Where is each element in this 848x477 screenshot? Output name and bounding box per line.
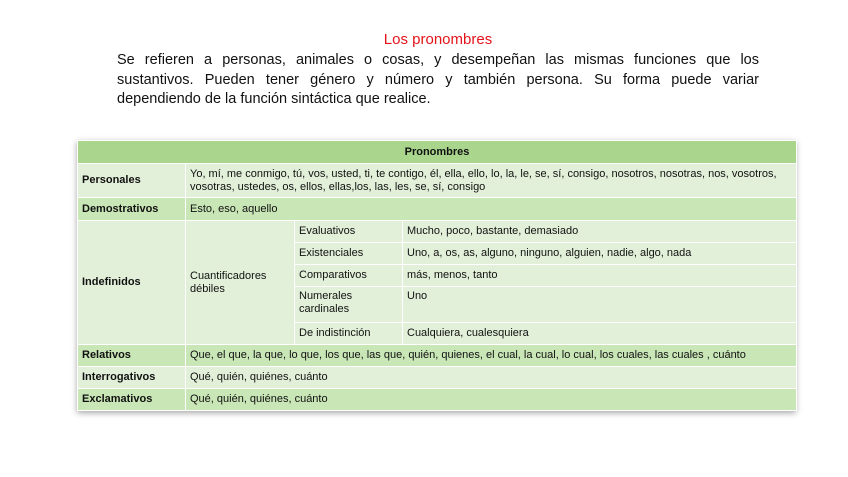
intro-paragraph: Se refieren a personas, animales o cosas, y desempeñan las mismas funciones que los sustantivos. Pueden tener género y número y también persona. Su forma puede variar dependiendo de la función sintáctica que realice. xyxy=(117,52,759,107)
indefinidos-value: Uno, a, os, as, alguno, ninguno, alguien, nadie, algo, nada xyxy=(403,243,797,265)
indefinidos-value: más, menos, tanto xyxy=(403,265,797,287)
row-value-exclamativos: Qué, quién, quiénes, cuánto xyxy=(186,389,797,411)
row-label-indefinidos: Indefinidos xyxy=(78,221,186,345)
row-label-demostrativos: Demostrativos xyxy=(78,198,186,221)
indefinidos-type: Evaluativos xyxy=(295,221,403,243)
indefinidos-value: Mucho, poco, bastante, demasiado xyxy=(403,221,797,243)
indefinidos-value: Cualquiera, cualesquiera xyxy=(403,323,797,345)
pronouns-table xyxy=(77,140,796,411)
row-label-interrogativos: Interrogativos xyxy=(78,367,186,389)
row-value-personales: Yo, mí, me conmigo, tú, vos, usted, ti, te contigo, él, ella, ello, lo, la, le, se, sí, consigo, nosotros, nosotras, nos, vosotros, vosotras, ustedes, os, ellos, ellas,los, las, les, se, sí, consigo xyxy=(186,164,797,198)
row-label-exclamativos: Exclamativos xyxy=(78,389,186,411)
row-label-personales: Personales xyxy=(78,164,186,198)
table-header: Pronombres xyxy=(78,141,797,164)
row-value-interrogativos: Qué, quién, quiénes, cuánto xyxy=(186,367,797,389)
indefinidos-value: Uno xyxy=(403,287,797,323)
row-value-demostrativos: Esto, eso, aquello xyxy=(186,198,797,221)
page-title: Los pronombres xyxy=(383,31,493,48)
row-value-relativos: Que, el que, la que, lo que, los que, las que, quién, quienes, el cual, la cual, lo cual, los cuales, las cuales , cuánto xyxy=(186,345,797,367)
row-label-relativos: Relativos xyxy=(78,345,186,367)
indefinidos-type: Numerales cardinales xyxy=(295,287,403,323)
indefinidos-type: Comparativos xyxy=(295,265,403,287)
indefinidos-group: Cuantificadores débiles xyxy=(186,221,295,345)
indefinidos-type: Existenciales xyxy=(295,243,403,265)
pronouns-table-grid xyxy=(77,140,797,411)
indefinidos-type: De indistinción xyxy=(295,323,403,345)
